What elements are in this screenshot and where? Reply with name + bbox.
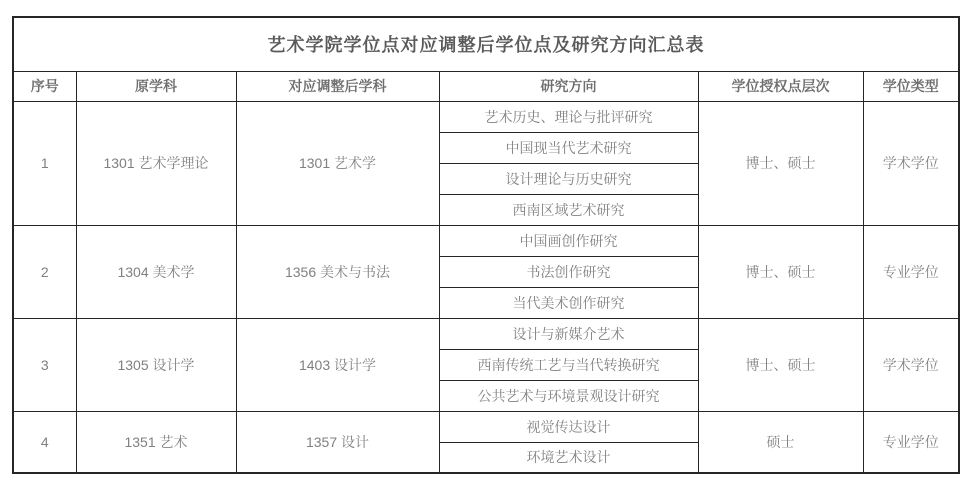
- degree-level-cell: 硕士: [698, 411, 863, 473]
- degree-level-cell: 博士、硕士: [698, 318, 863, 411]
- col-header-degree-level: 学位授权点层次: [698, 71, 863, 101]
- col-header-research-direction: 研究方向: [439, 71, 698, 101]
- adjusted-discipline-cell: 1301 艺术学: [236, 101, 439, 225]
- research-direction-cell: 西南传统工艺与当代转换研究: [439, 349, 698, 380]
- original-discipline-cell: 1301 艺术学理论: [76, 101, 236, 225]
- col-header-original-discipline: 原学科: [76, 71, 236, 101]
- table-header-row: [13, 71, 959, 101]
- degree-type-cell: 学术学位: [863, 101, 959, 225]
- table-row: [13, 318, 959, 349]
- row-index-cell: 1: [13, 101, 76, 225]
- col-header-index: 序号: [13, 71, 76, 101]
- degree-summary-table-container: [12, 16, 958, 474]
- table-row: [13, 101, 959, 132]
- adjusted-discipline-cell: 1357 设计: [236, 411, 439, 473]
- col-header-degree-type: 学位类型: [863, 71, 959, 101]
- original-discipline-cell: 1305 设计学: [76, 318, 236, 411]
- degree-level-cell: 博士、硕士: [698, 101, 863, 225]
- research-direction-cell: 设计与新媒介艺术: [439, 318, 698, 349]
- degree-level-cell: 博士、硕士: [698, 225, 863, 318]
- table-title-row: [13, 17, 959, 71]
- row-index-cell: 4: [13, 411, 76, 473]
- research-direction-cell: 视觉传达设计: [439, 411, 698, 442]
- research-direction-cell: 公共艺术与环境景观设计研究: [439, 380, 698, 411]
- table-row: [13, 225, 959, 256]
- research-direction-cell: 中国现当代艺术研究: [439, 132, 698, 163]
- col-header-adjusted-discipline: 对应调整后学科: [236, 71, 439, 101]
- research-direction-cell: 艺术历史、理论与批评研究: [439, 101, 698, 132]
- research-direction-cell: 书法创作研究: [439, 256, 698, 287]
- row-index-cell: 3: [13, 318, 76, 411]
- research-direction-cell: 环境艺术设计: [439, 442, 698, 473]
- row-index-cell: 2: [13, 225, 76, 318]
- research-direction-cell: 西南区域艺术研究: [439, 194, 698, 225]
- research-direction-cell: 中国画创作研究: [439, 225, 698, 256]
- degree-type-cell: 专业学位: [863, 411, 959, 473]
- degree-summary-table: [12, 16, 960, 474]
- research-direction-cell: 设计理论与历史研究: [439, 163, 698, 194]
- research-direction-cell: 当代美术创作研究: [439, 287, 698, 318]
- table-title: 艺术学院学位点对应调整后学位点及研究方向汇总表: [13, 17, 959, 71]
- degree-type-cell: 学术学位: [863, 318, 959, 411]
- adjusted-discipline-cell: 1403 设计学: [236, 318, 439, 411]
- original-discipline-cell: 1351 艺术: [76, 411, 236, 473]
- adjusted-discipline-cell: 1356 美术与书法: [236, 225, 439, 318]
- degree-type-cell: 专业学位: [863, 225, 959, 318]
- original-discipline-cell: 1304 美术学: [76, 225, 236, 318]
- table-row: [13, 411, 959, 442]
